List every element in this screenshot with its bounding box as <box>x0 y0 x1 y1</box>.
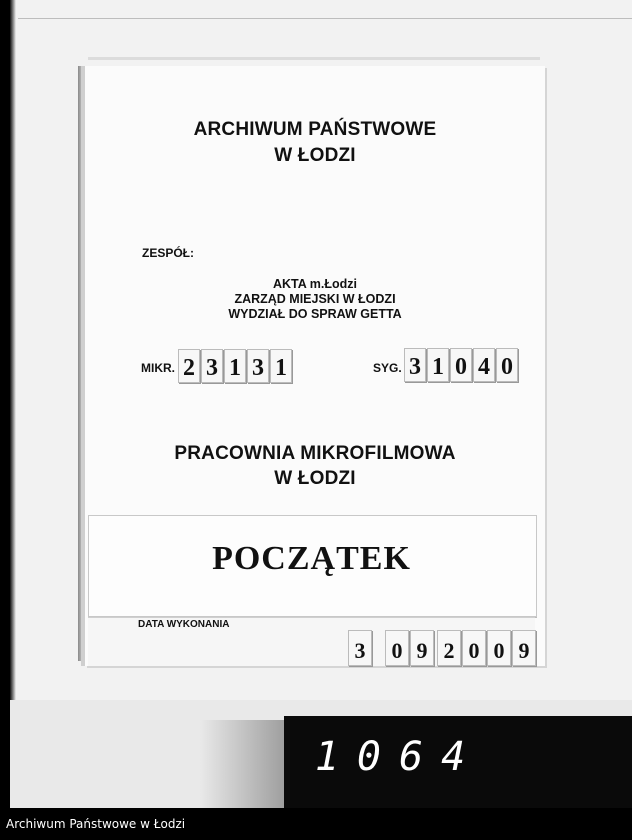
zespol-label: ZESPÓŁ: <box>142 246 195 260</box>
scan-bottom-shadow <box>200 720 290 808</box>
fonds-line-3: WYDZIAŁ DO SPRAW GETTA <box>228 307 402 321</box>
frame-number: 1064 <box>314 734 484 780</box>
card-top-edge <box>88 57 540 60</box>
date-digit: 0 <box>385 630 409 666</box>
mikr-digit: 1 <box>270 349 292 383</box>
archive-title-line2: W ŁODZI <box>274 145 356 166</box>
lab-title-line1: PRACOWNIA MIKROFILMOWA <box>174 443 456 464</box>
syg-number <box>404 348 518 382</box>
date-digit: 0 <box>462 630 486 666</box>
date-day <box>348 630 372 666</box>
fonds-line-2: ZARZĄD MIEJSKI W ŁODZI <box>234 292 396 306</box>
date-year <box>437 630 536 666</box>
card-left-edge <box>78 66 84 661</box>
fonds-line-1: AKTA m.Łodzi <box>272 277 357 291</box>
syg-digit: 4 <box>473 348 495 382</box>
lab-title-line2: W ŁODZI <box>274 468 356 489</box>
mikr-label: MIKR. <box>141 361 175 375</box>
banner-text: POCZĄTEK <box>212 540 411 577</box>
mikr-digit: 2 <box>178 349 200 383</box>
date-digit: 9 <box>410 630 434 666</box>
mikr-digit: 1 <box>224 349 246 383</box>
syg-digit: 1 <box>427 348 449 382</box>
syg-digit: 3 <box>404 348 426 382</box>
mikr-digit: 3 <box>247 349 269 383</box>
date-digit: 3 <box>348 630 372 666</box>
scan-top-line <box>18 18 632 19</box>
mikr-digit: 3 <box>201 349 223 383</box>
syg-digit: 0 <box>496 348 518 382</box>
footer-credit: Archiwum Państwowe w Łodzi <box>6 817 186 831</box>
date-month <box>385 630 434 666</box>
date-digit: 9 <box>512 630 536 666</box>
syg-digit: 0 <box>450 348 472 382</box>
scan-left-edge <box>10 0 16 808</box>
syg-label: SYG. <box>373 361 402 375</box>
archive-title-line1: ARCHIWUM PAŃSTWOWE <box>193 119 437 140</box>
date-digit: 0 <box>487 630 511 666</box>
date-digit: 2 <box>437 630 461 666</box>
mikr-number <box>178 349 292 383</box>
date-label: DATA WYKONANIA <box>138 619 230 630</box>
